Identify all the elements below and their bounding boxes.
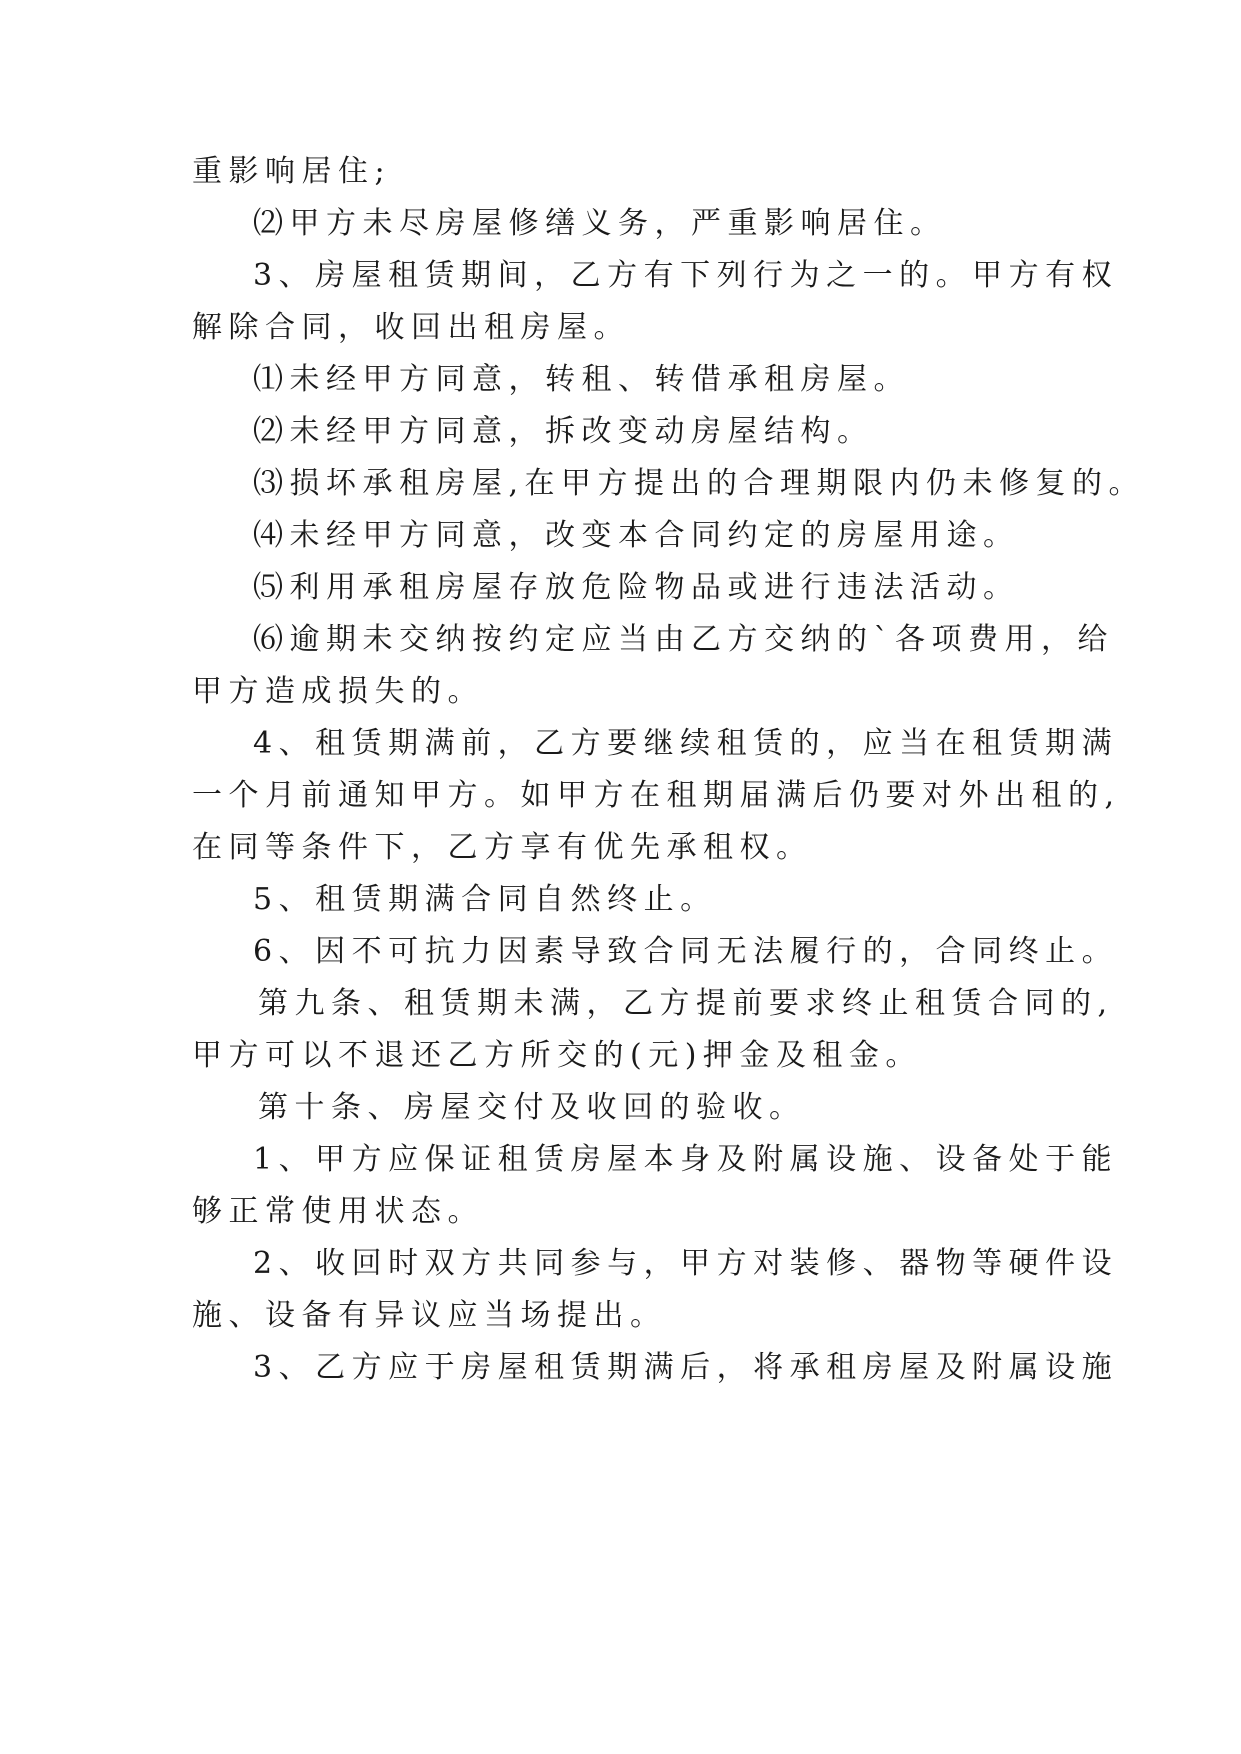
text-line: 重影响居住; [192,154,392,189]
text-line: 3、乙方应于房屋租赁期满后，将承租房屋及附属设施 [253,1350,1119,1385]
text-line: ⑹逾期未交纳按约定应当由乙方交纳的`各项费用，给 [253,622,1114,657]
text-line: 6、因不可抗力因素导致合同无法履行的，合同终止。 [253,934,1119,969]
text-line: 5、租赁期满合同自然终止。 [253,882,717,917]
text-line: ⑸利用承租房屋存放危险物品或进行违法活动。 [253,570,1020,605]
text-line: 够正常使用状态。 [192,1194,484,1229]
text-line: 解除合同，收回出租房屋。 [192,310,630,345]
text-line: 甲方造成损失的。 [192,674,484,709]
text-line: 2、收回时双方共同参与，甲方对装修、器物等硬件设 [253,1246,1119,1281]
text-line: ⑶损坏承租房屋,在甲方提出的合理期限内仍未修复的。 [253,466,1146,501]
text-line: ⑵甲方未尽房屋修缮义务，严重影响居住。 [253,206,947,241]
text-line: 3、房屋租赁期间，乙方有下列行为之一的。甲方有权 [253,258,1119,293]
text-line: ⑵未经甲方同意，拆改变动房屋结构。 [253,414,874,449]
text-line: ⑴未经甲方同意，转租、转借承租房屋。 [253,362,910,397]
text-line: 4、租赁期满前，乙方要继续租赁的，应当在租赁期满 [253,726,1119,761]
text-line: 甲方可以不退还乙方所交的(元)押金及租金。 [192,1038,922,1073]
text-line: ⑷未经甲方同意，改变本合同约定的房屋用途。 [253,518,1020,553]
text-line: 第十条、房屋交付及收回的验收。 [258,1090,806,1125]
text-line: 第九条、租赁期未满，乙方提前要求终止租赁合同的, [258,986,1114,1021]
text-line: 1、甲方应保证租赁房屋本身及附属设施、设备处于能 [253,1142,1119,1177]
text-line: 在同等条件下，乙方享有优先承租权。 [192,830,813,865]
text-line: 施、设备有异议应当场提出。 [192,1298,667,1333]
text-line: 一个月前通知甲方。如甲方在租期届满后仍要对外出租的, [192,778,1121,813]
